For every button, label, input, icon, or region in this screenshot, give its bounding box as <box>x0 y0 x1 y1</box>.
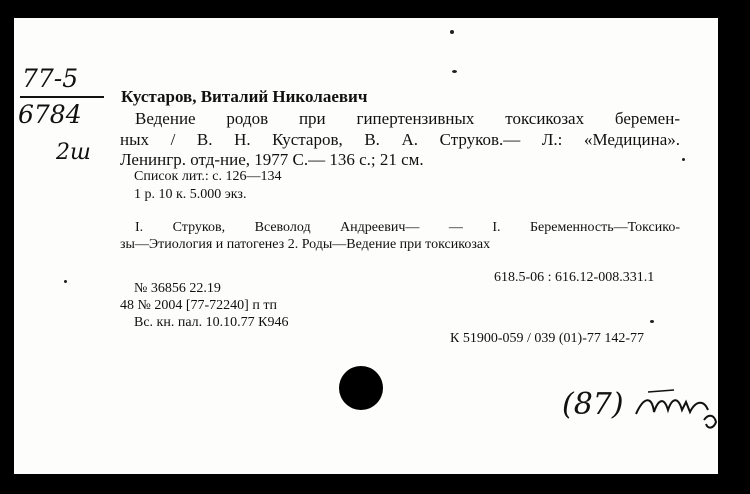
catalog-card <box>14 18 718 474</box>
title-line-1: Ведение родов при гипертензивных токсикозах беремен- <box>135 109 680 128</box>
handwritten-scribble <box>634 386 718 436</box>
handwritten-bottom-mark <box>562 387 624 422</box>
scan-speck <box>650 320 654 323</box>
price-note: 1 р. 10 к. 5.000 экз. <box>134 187 247 202</box>
call-number-bottom: 6784 <box>18 100 82 129</box>
handwritten-bottom-number: (87) <box>562 387 624 422</box>
scan-speck <box>682 158 685 161</box>
title-line-3: Ленингр. отд-ние, 1977 С.— 136 с.; 21 см. <box>120 150 424 169</box>
bibliography-note: Список лит.: с. 126—134 <box>134 169 282 184</box>
handwritten-left-mark: 2ш <box>56 140 91 165</box>
scan-speck <box>64 280 67 283</box>
title-line-2: ных / В. Н. Кустаров, В. А. Струков.— Л.: «Медицина». <box>120 130 680 149</box>
author-heading: Кустаров, Виталий Николаевич <box>121 87 368 106</box>
tracing-line-1: I. Струков, Всеволод Андреевич— — I. Беременность—Токсико- <box>135 220 680 235</box>
catalog-code: К 51900-059 / 039 (01)-77 142-77 <box>450 331 645 346</box>
card-number-line: № 36856 22.19 <box>134 281 221 296</box>
tracing-line-2: зы—Этиология и патогенез 2. Роды—Ведение при токсикозах <box>120 237 491 252</box>
punch-hole <box>339 366 383 410</box>
scan-speck <box>450 30 454 34</box>
signed-line: Вс. кн. пал. 10.10.77 К946 <box>134 315 289 330</box>
scan-speck <box>452 70 457 73</box>
order-line: 48 № 2004 [77-72240] п тп <box>120 298 277 313</box>
udc-classification: 618.5-06 : 616.12-008.331.1 <box>494 270 655 285</box>
call-number-divider <box>20 96 104 98</box>
call-number-top: 77-5 <box>22 64 79 93</box>
